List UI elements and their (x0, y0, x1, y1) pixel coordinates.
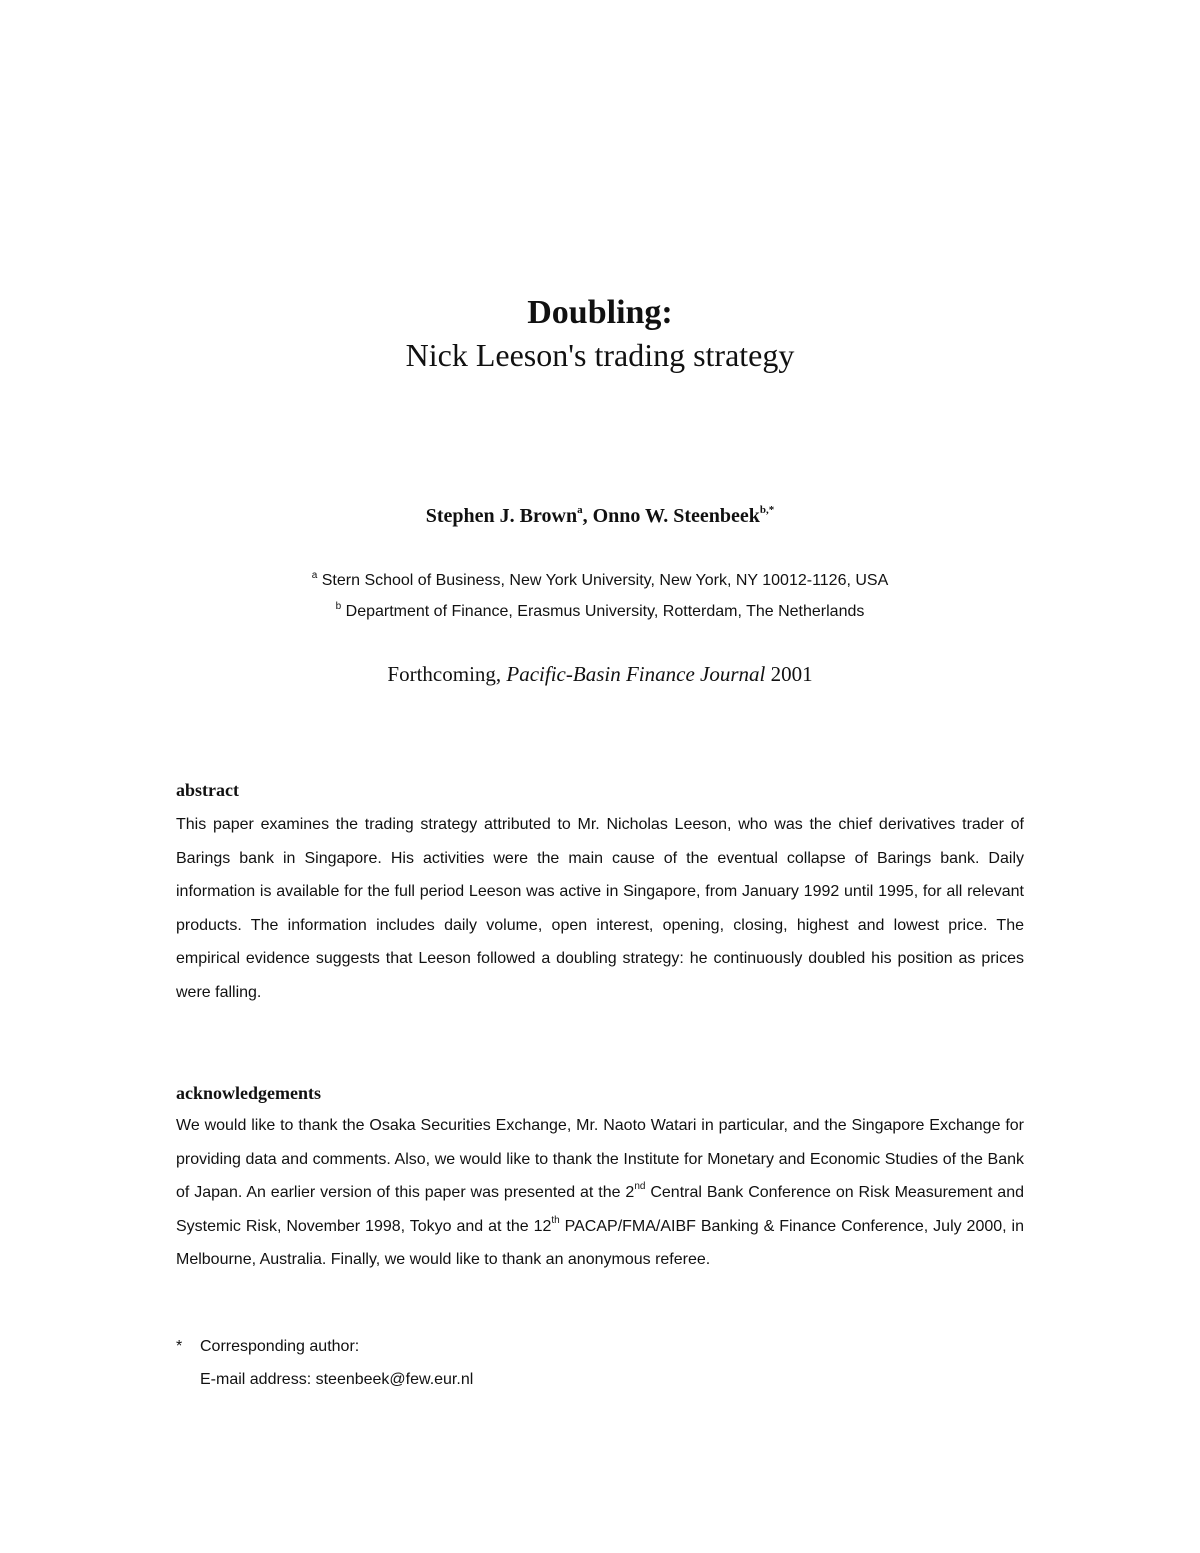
affiliation-text: Stern School of Business, New York University, New York, NY 10012-1126, USA (321, 572, 889, 589)
journal-name: Pacific-Basin Finance Journal (506, 662, 766, 686)
abstract-body: This paper examines the trading strategy attributed to Mr. Nicholas Leeson, who was the chief derivatives trader of Barings bank in Singapore. His activities were the main cause of the eventual collapse of Barings bank. Daily information is available for the full period Leeson was active in Singapore, from January 1992 until 1995, for all relevant products. The information includes daily volume, open interest, opening, closing, highest and lowest price. The empirical evidence suggests that Leeson followed a doubling strategy: he continuously doubled his position as prices were falling. (176, 816, 1024, 1001)
ack-text-part: PACAP/FMA/AIBF Banking & Finance Conference, July 2000, in Melbourne, Australia. Finally, we would like to thank an anonymous referee. (176, 1217, 1024, 1268)
author-name: Onno W. Steenbeek (592, 505, 760, 527)
affiliation-text: Department of Finance, Erasmus University, Rotterdam, The Netherlands (345, 603, 865, 620)
author-separator: , (582, 505, 593, 527)
footnote-line (176, 1330, 876, 1363)
author-line (0, 502, 1200, 530)
affiliation-mark: b (335, 601, 342, 612)
acknowledgements-heading: acknowledgements (176, 1083, 321, 1103)
publication-year: 2001 (765, 662, 813, 686)
affiliation-b (0, 601, 1200, 623)
paper-title: Doubling: (527, 294, 673, 331)
ack-text-part: Central Bank Conference on Risk Measurement and Systemic Risk, November 1998, Tokyo and at the 12 (176, 1184, 1025, 1235)
corresponding-author-footnote (176, 1330, 876, 1396)
ack-text-part: We would like to thank the Osaka Securities Exchange, Mr. Naoto Watari in particular, and the Singapore Exchange for providing data and comments. Also, we would like to thank the Institute for Monetary and Economic Studies of the Bank of Japan. An earlier version of this paper was presented at the 2 (176, 1117, 1024, 1201)
affiliation-marker: b,* (759, 504, 775, 516)
email-line: E-mail address: steenbeek@few.eur.nl (200, 1371, 474, 1388)
forthcoming-prefix: Forthcoming, (387, 662, 507, 686)
affiliation-a (0, 570, 1200, 592)
affiliation-mark: a (311, 570, 318, 581)
author-name: Stephen J. Brown (425, 505, 578, 527)
footnote-label: Corresponding author: (200, 1338, 360, 1355)
paper-subtitle: Nick Leeson's trading strategy (405, 337, 795, 373)
acknowledgements-body (176, 1109, 1024, 1277)
abstract-heading: abstract (176, 780, 239, 800)
affiliation-marker: a (577, 504, 583, 516)
footnote-marker: * (176, 1338, 183, 1355)
publication-note (0, 660, 1200, 688)
ordinal-suffix: th (551, 1214, 560, 1226)
ordinal-suffix: nd (634, 1181, 646, 1192)
